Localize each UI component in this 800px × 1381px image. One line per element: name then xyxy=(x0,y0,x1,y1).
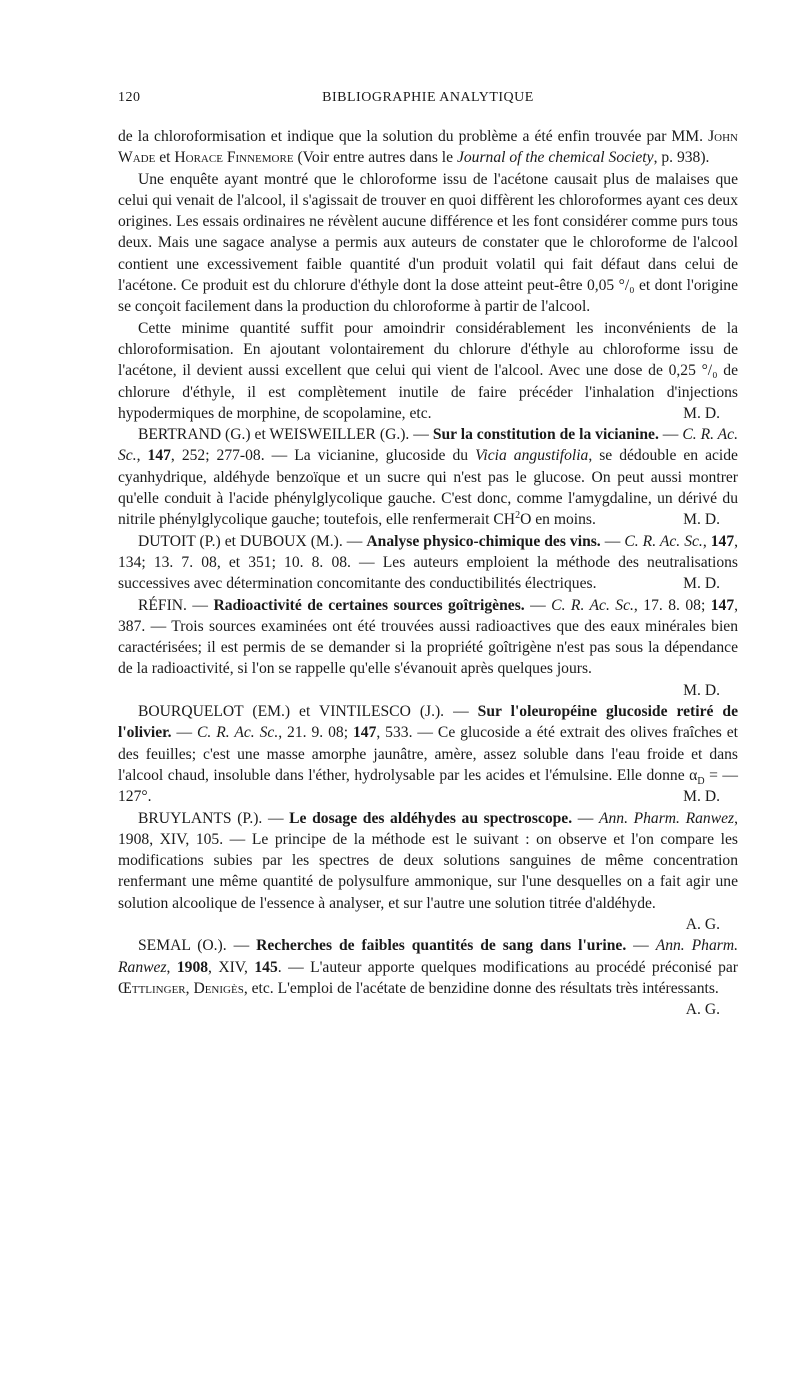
signature: A. G. xyxy=(685,1001,720,1019)
entry-page: 145 xyxy=(254,958,278,976)
entry-authors: BERTRAND (G.) et WEISWEILLER (G.). — xyxy=(138,426,433,444)
bibliography-entry: BOURQUELOT (EM.) et VINTILESCO (J.). — Sur l'oleuropéine glucoside retiré de l'olivier. — C. R. Ac. Sc., 21. 9. 08; 147, 533. — Ce glucoside a été extrait des olives fraîches et des feuilles; c'est une masse amorphe jaunâtre, amère, assez soluble dans l'eau froide et dans l'alcool chaud, insoluble dans l'éther, hydrolysable par les acides et l'émulsine. Elle donne $\alpha_D$ = — 127°. M. D. xyxy=(118,701,738,807)
bibliography-entry: BERTRAND (G.) et WEISWEILLER (G.). — Sur la constitution de la vicianine. — C. R. Ac. Sc., 147, 252; 277-08. — La vicianine, glucoside du Vicia angustifolia, se dédouble en acide cyanhydrique, aldéhyde benzoïque et un sucre qui n'est pas le glucose. On peut aussi montrer qu'elle conduit à l'acide phénylglycolique gauche. C'est donc, comme l'amygdaline, un dérivé du nitrile phénylglycolique gauche; toutefois, elle renfermerait $CH^2O$ en moins. M. D. xyxy=(118,424,738,530)
page-header xyxy=(118,90,738,114)
page-number: 120 xyxy=(118,90,141,105)
entry-authors: BOURQUELOT (EM.) et VINTILESCO (J.). — xyxy=(138,703,478,721)
species-name: Vicia angustifolia xyxy=(475,447,589,465)
bibliography-entry: RÉFIN. — Radioactivité de certaines sources goîtrigènes. — C. R. Ac. Sc., 17. 8. 08; 147, 387. — Trois sources examinées ont été trouvées aussi radioactives que des eaux minérales bien caractérisées; il est permis de se demander si la propriété goîtrigène n'est pas sous la dépendance de la radioactivité, si l'on se rappelle qu'elle s'évanouit après quelques jours. M. D. xyxy=(118,595,738,701)
bibliography-entry: BRUYLANTS (P.). — Le dosage des aldéhydes au spectroscope. — Ann. Pharm. Ranwez, 1908, XIV, 105. — Le principe de la méthode est le suivant : on observe et l'on compare les modifications subies par les spectres de deux solutions sanguines de même concentration renfermant une même quantité de polysulfure ammonique, sur l'une desquelles on a fait agir une solution alcoolique de l'essence à analyser, et sur l'autre une solution titrée d'aldéhyde. A. G. xyxy=(118,808,738,936)
entry-journal: Ann. Pharm. Ranwez xyxy=(598,809,735,827)
bibliography-entry: SEMAL (O.). — Recherches de faibles quantités de sang dans l'urine. — Ann. Pharm. Ranwez, 1908, XIV, 145. — L'auteur apporte quelques modifications au procédé préconisé par Œttlinger, Denigès, etc. L'emploi de l'acétate de benzidine donne des résultats très intéressants. A. G. xyxy=(118,935,738,1020)
entry-title: Sur la constitution de la vicianine. xyxy=(432,426,659,444)
intro-paragraph-3: Cette minime quantité suffit pour amoindrir considérablement les inconvénients de la chloroformisation. En ajoutant volontairement du chlorure d'éthyle au chloroforme issu de l'acétone, il devient aussi excellent que celui qui vient de l'alcool. Avec une dose de 0,25 °/₀ de chlorure d'éthyle, il est complètement inutile de faire précéder l'inhalation d'injections hypodermiques de morphine, de scopolamine, etc. M. D. xyxy=(118,318,738,424)
author-name: Denigès xyxy=(193,979,244,997)
entry-journal: C. R. Ac. Sc. xyxy=(197,724,279,742)
signature: M. D. xyxy=(683,511,720,529)
entry-volume: 147 xyxy=(710,596,735,614)
entry-volume: 147 xyxy=(147,447,171,465)
running-title: BIBLIOGRAPHIE ANALYTIQUE xyxy=(322,90,534,105)
signature: M. D. xyxy=(683,404,720,422)
entry-title: Le dosage des aldéhydes au spectroscope. xyxy=(289,809,573,827)
entry-authors: SEMAL (O.). — xyxy=(138,937,257,955)
author-name: Œttlinger xyxy=(118,979,186,997)
entry-volume: 147 xyxy=(352,724,377,742)
signature: M. D. xyxy=(683,575,720,593)
entry-journal: C. R. Ac. Sc. xyxy=(118,426,738,465)
entry-authors: RÉFIN. — xyxy=(138,596,214,614)
intro-paragraph-2: Une enquête ayant montré que le chloroforme issu de l'acétone causait plus de malaises que celui qui venait de l'alcool, il s'agissait de trouver en quoi diffèrent les chloroformes ayant ces deux origines. Les essais ordinaires ne révèlent aucune différence et les font considérer comme purs tous deux. Mais une sagace analyse a permis aux auteurs de constater que le chloroforme de l'alcool contient une excessivement faible quantité d'un produit volatil qui fait défaut dans celui de l'acétone. Ce produit est du chlorure d'éthyle dont la dose atteint peut-être 0,05 °/₀ et dont l'origine se conçoit facilement dans la production du chloroforme à partir de l'alcool. xyxy=(118,170,738,316)
entry-journal: C. R. Ac. Sc. xyxy=(551,596,634,614)
entry-volume: 147 xyxy=(710,532,735,550)
entry-title: Analyse physico-chimique des vins. xyxy=(366,532,601,550)
signature: A. G. xyxy=(685,915,720,933)
journal-title: Journal of the chemical Society xyxy=(456,149,654,167)
page-body xyxy=(118,126,738,1020)
signature: M. D. xyxy=(683,788,720,806)
intro-paragraph-1: de la chloroformisation et indique que la solution du problème a été enfin trouvée par MM. John Wade et Horace Finnemore (Voir entre autres dans le Journal of the chemical Society, p. 938). xyxy=(118,128,738,167)
entry-journal: C. R. Ac. Sc. xyxy=(624,532,703,550)
entry-year: 1908 xyxy=(176,958,209,976)
bibliography-entry: DUTOIT (P.) et DUBOUX (M.). — Analyse physico-chimique des vins. — C. R. Ac. Sc., 147, 134; 13. 7. 08, et 351; 10. 8. 08. — Les auteurs emploient la méthode des neutralisations successives avec détermination concomitante des conductibilités électriques. M. D. xyxy=(118,531,738,595)
entry-title: Sur l'oleuropéine glucoside retiré de l'olivier. xyxy=(118,703,738,742)
author-name: John Wade xyxy=(118,128,738,167)
entry-authors: DUTOIT (P.) et DUBOUX (M.). — xyxy=(138,532,367,550)
entry-authors: BRUYLANTS (P.). — xyxy=(138,809,290,827)
entry-journal: Ann. Pharm. Ranwez xyxy=(118,937,738,976)
author-name: Horace Finnemore xyxy=(174,149,294,167)
signature: M. D. xyxy=(683,681,720,699)
entry-title: Recherches de faibles quantités de sang dans l'urine. xyxy=(256,937,627,955)
entry-title: Radioactivité de certaines sources goîtrigènes. xyxy=(213,596,525,614)
